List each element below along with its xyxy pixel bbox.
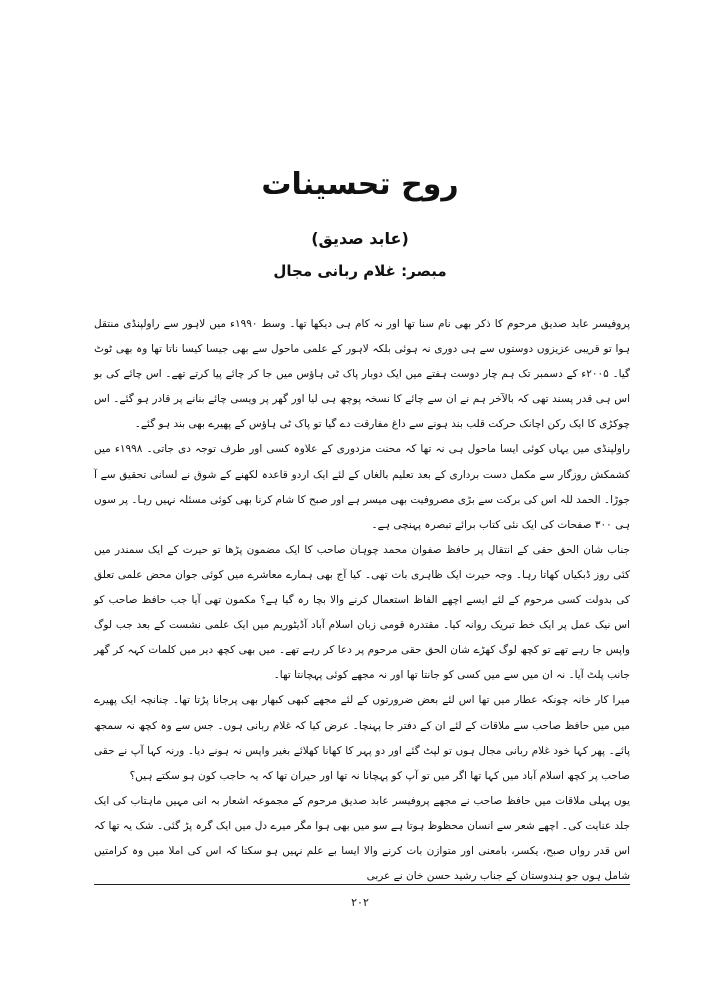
- poet-name: (عابد صدیق): [311, 229, 409, 248]
- footer-rule: [94, 884, 630, 885]
- article-body: [94, 312, 630, 889]
- paragraph: پروفیسر عابد صدیق مرحوم کا ذکر بھی نام سنا تھا اور نہ کام ہی دیکھا تھا۔ وسط ۱۹۹۰ء میں لاہور سے راولپنڈی منتقل ہوا تو قریبی عزیزوں دوستوں سے ہی دوری نہ ہوئی بلکہ لاہور کے علمی ماحول سے بھی جیسا کیسا ناتا تھا وہ بھی ٹوٹ گیا۔ ۲۰۰۵ء کے دسمبر تک ہم چار دوست ہفتے میں ایک دوبار پاک ٹی ہاؤس میں جا کر چائے پیا کرتے تھے۔ اس چائے کی بو اس ہی قدر پسند تھی کہ بالآخر ہم نے ان سے چائے کا نسخہ پوچھ ہی لیا اور گھر پر ویسی چائے بنانے پر قادر ہو گئے۔ اس چوکڑی کا ایک رکن اچانک حرکت قلب بند ہونے سے داغ مفارقت دے گیا تو پاک ٹی ہاؤس کے پھیرے بھی بند ہو گئے۔: [94, 318, 631, 431]
- paragraph: راولپنڈی میں یہاں کوئی ایسا ماحول ہی نہ تھا کہ محنت مزدوری کے علاوہ کسی اور طرف توجہ دی جاتی۔ ۱۹۹۸ء میں کشمکش روزگار سے مکمل دست برداری کے بعد تعلیم بالغاں کے لئے ایک اردو قاعدہ لکھنے کے شوق نے لسانی تحقیق سے آ جوڑا۔ الحمد للہ اس کی برکت سے بڑی مصروفیت بھی میسر ہے اور صبح کا شام کرنا بھی کوئی مسئلہ نہیں رہا۔ پر سوں ہی ۳۰۰ صفحات کی ایک نئی کتاب برائے تبصرہ پہنچی ہے۔: [94, 443, 630, 531]
- paragraph: میرا کار خانہ چونکہ عطار میں تھا اس لئے بعض ضرورتوں کے لئے مجھے کبھی کبھار بھی پرجانا پڑتا تھا۔ چنانچہ ایک پھیرے میں میں حافظ صاحب سے ملاقات کے لئے ان کے دفتر جا پہنچا۔ عرض کیا کہ غلام ربانی ہوں۔ جس سے وہ کچھ نہ سمجھ پائے۔ پھر کہا خود غلام ربانی مجال ہوں تو لپٹ گئے اور دو پہر کا کھانا کھلائے بغیر واپس نہ ہونے دیا۔ ورنہ کہا آپ نے حقی صاحب پر کچھ اسلام آباد میں کہا تھا اگر میں تو آپ کو پہچانا نہ تھا اور حیران تھا کہ یہ حاجب کون ہو سکتے ہیں؟: [94, 694, 630, 782]
- reviewer-byline: مبصر: غلام ربانی مجال: [273, 262, 447, 280]
- paragraph: یوں پہلی ملاقات میں حافظ صاحب نے مجھے پروفیسر عابد صدیق مرحوم کے مجموعہ اشعار بہ انی مہیں ماہتاب کی ایک جلد عنایت کی۔ اچھے شعر سے انسان محظوظ ہوتا ہے سو میں بھی ہوا مگر میرے دل میں ایک گرہ پڑ گئی۔ شک یہ تھا کہ اس قدر رواں صبح، یکسر، بامعنی اور متوازن بات کرنے والا ایسا بے علم نہیں ہو سکتا کہ اس کی املا میں وہ کرامتیں شامل ہوں جو ہندوستان کے جناب رشید حسن خان نے عربی: [94, 794, 630, 883]
- page-title: روح تحسینات: [261, 167, 459, 202]
- paragraph: جناب شان الحق حقی کے انتقال پر حافظ صفوان محمد چوہان صاحب کا ایک مضمون پڑھا تو حیرت کے ایک سمندر میں کئی روز ڈبکیاں کھاتا رہا۔ وجہ حیرت ایک ظاہری بات تھی۔ کیا آج بھی ہمارے معاشرے میں کوئی جوان محض علمی تعلق کی بدولت کسی مرحوم کے لئے ایسے اچھے الفاظ استعمال کرنے والا بچا رہ گیا ہے؟ مکمون تھی آیا جب حافظ صاحب کو اس نیک عمل پر ایک خط تبریک روانہ کیا۔ مقتدرہ قومی زبان اسلام آباد آڈیٹوریم میں ایک علمی نشست کے بعد جب لوگ واپس جا رہے تھے تو کچھ لوگ کھڑے شان الحق حقی مرحوم پر دعا کر رہے تھے۔ میں بھی کچھ دیر میں کلمات کہہ کر گھر جانب پلٹ آیا۔ نہ ان میں سے میں کسی کو جانتا تھا اور نہ مجھے کوئی پہچانتا تھا۔: [94, 543, 630, 682]
- page-number: ۲۰۲: [351, 896, 369, 909]
